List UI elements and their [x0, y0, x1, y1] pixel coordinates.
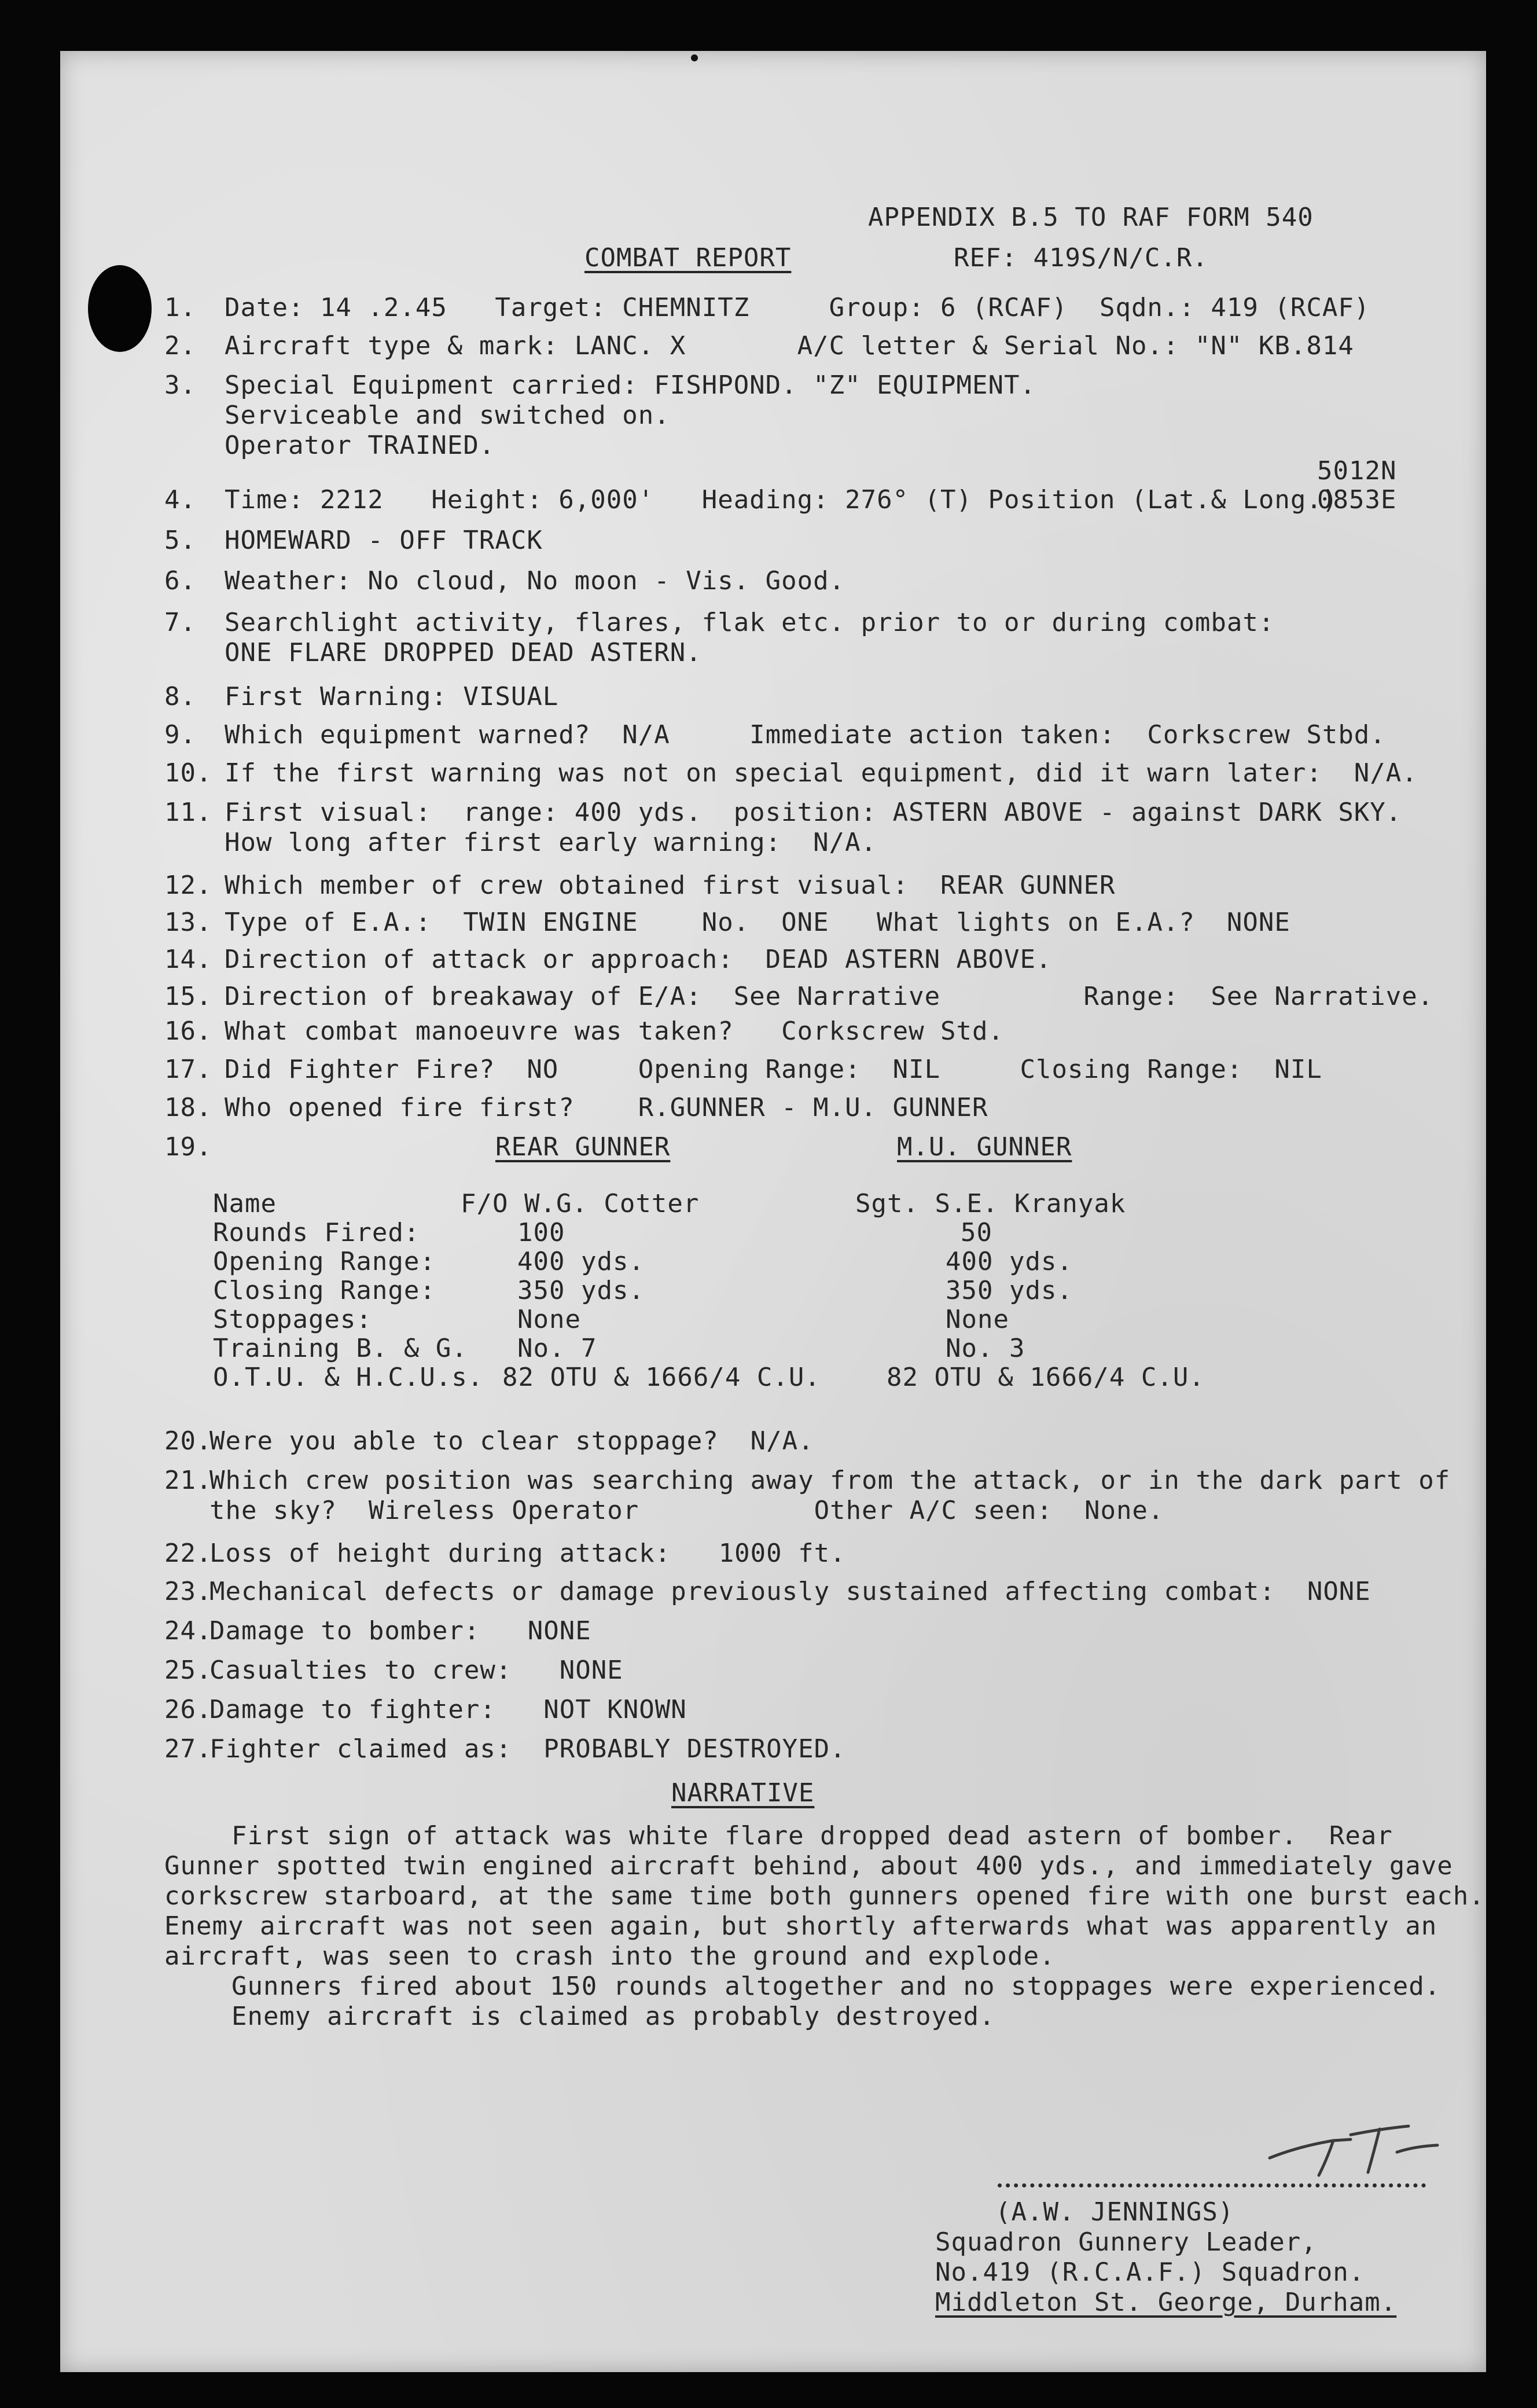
item-16-text: What combat manoeuvre was taken? Corkscrew Std. [225, 1016, 1005, 1046]
signatory-location: Middleton St. George, Durham. [935, 2288, 1397, 2317]
item-number: 24. [164, 1616, 212, 1646]
item-10-text: If the first warning was not on special equipment, did it warn later: N/A. [225, 758, 1418, 788]
item-number: 5. [164, 526, 196, 555]
gunner-row-label: Opening Range: [213, 1247, 436, 1276]
item-number: 8. [164, 682, 196, 711]
gunner-row-label: Rounds Fired: [213, 1218, 420, 1247]
item-number: 17. [164, 1055, 212, 1084]
mu-gunner-value: 400 yds. [946, 1247, 1073, 1276]
item-21-line: Which crew position was searching away from the attack, or in the dark part of [209, 1466, 1451, 1495]
item-18-text: Who opened fire first? R.GUNNER - M.U. GUNNER [225, 1093, 988, 1122]
item-number: 1. [164, 293, 196, 322]
item-number: 13. [164, 908, 212, 937]
item-8-text: First Warning: VISUAL [225, 682, 559, 711]
item-26-text: Damage to fighter: NOT KNOWN [209, 1695, 687, 1724]
mu-gunner-value: None [946, 1305, 1009, 1334]
rear-gunner-value: F/O W.G. Cotter [461, 1189, 700, 1218]
item-23-text: Mechanical defects or damage previously sustained affecting combat: NONE [209, 1577, 1371, 1606]
item-3-line: Special Equipment carried: FISHPOND. "Z" EQUIPMENT. [225, 370, 1036, 400]
item-24-text: Damage to bomber: NONE [209, 1616, 591, 1646]
rear-gunner-value: 100 [517, 1218, 565, 1247]
longitude: 0853E [1317, 485, 1397, 515]
narrative-line: Enemy aircraft was not seen again, but shortly afterwards what was apparently an [164, 1911, 1437, 1941]
rear-gunner-value: 82 OTU & 1666/4 C.U. [502, 1363, 821, 1392]
rear-gunner-value: None [517, 1305, 581, 1334]
item-2-text: Aircraft type & mark: LANC. X A/C letter & Serial No.: "N" KB.814 [225, 331, 1354, 361]
ink-dot [691, 54, 698, 61]
appendix-reference: APPENDIX B.5 TO RAF FORM 540 [868, 203, 1314, 232]
item-7-line: Searchlight activity, flares, flak etc. prior to or during combat: [225, 608, 1275, 637]
item-number: 23. [164, 1577, 212, 1606]
item-27-text: Fighter claimed as: PROBABLY DESTROYED. [209, 1734, 846, 1764]
rear-gunner-header: REAR GUNNER [495, 1132, 671, 1162]
item-number: 21. [164, 1466, 212, 1495]
report-ref: REF: 419S/N/C.R. [954, 243, 1208, 273]
signatory-title: Squadron Gunnery Leader, [935, 2227, 1317, 2257]
item-3-line: Serviceable and switched on. [225, 401, 670, 430]
item-number: 11. [164, 798, 212, 827]
item-number: 3. [164, 370, 196, 400]
item-5-text: HOMEWARD - OFF TRACK [225, 526, 543, 555]
item-13-text: Type of E.A.: TWIN ENGINE No. ONE What lights on E.A.? NONE [225, 908, 1290, 937]
item-number: 16. [164, 1016, 212, 1046]
signatory-unit: No.419 (R.C.A.F.) Squadron. [935, 2258, 1365, 2287]
handwritten-signature [1264, 2117, 1461, 2187]
item-number: 25. [164, 1656, 212, 1685]
item-4-text: Time: 2212 Height: 6,000' Heading: 276° (T) Position (Lat.& Long.) [225, 485, 1339, 515]
item-17-text: Did Fighter Fire? NO Opening Range: NIL Closing Range: NIL [225, 1055, 1322, 1084]
mu-gunner-value: 50 [961, 1218, 992, 1247]
gunner-row-label: Closing Range: [213, 1276, 436, 1305]
narrative-line: aircraft, was seen to crash into the ground and explode. [164, 1941, 1056, 1971]
item-25-text: Casualties to crew: NONE [209, 1656, 623, 1685]
item-number: 26. [164, 1695, 212, 1724]
rear-gunner-value: No. 7 [517, 1334, 597, 1363]
narrative-line: First sign of attack was white flare dropped dead astern of bomber. Rear [231, 1821, 1393, 1851]
item-number: 9. [164, 720, 196, 750]
item-11-line: How long after first early warning: N/A. [225, 828, 877, 857]
item-15-text: Direction of breakaway of E/A: See Narrative Range: See Narrative. [225, 982, 1434, 1011]
item-3-line: Operator TRAINED. [225, 431, 495, 460]
gunner-row-label: Stoppages: [213, 1305, 372, 1334]
item-11-line: First visual: range: 400 yds. position: ASTERN ABOVE - against DARK SKY. [225, 798, 1402, 827]
report-page [60, 51, 1486, 2372]
signatory-name: (A.W. JENNINGS) [995, 2197, 1234, 2227]
item-12-text: Which member of crew obtained first visual: REAR GUNNER [225, 871, 1116, 900]
narrative-line: corkscrew starboard, at the same time both gunners opened fire with one burst each. [164, 1881, 1485, 1911]
mu-gunner-value: Sgt. S.E. Kranyak [855, 1189, 1126, 1218]
item-21-line: the sky? Wireless Operator Other A/C seen: None. [209, 1496, 1164, 1525]
item-14-text: Direction of attack or approach: DEAD ASTERN ABOVE. [225, 945, 1052, 974]
narrative-line: Gunner spotted twin engined aircraft behind, about 400 yds., and immediately gave [164, 1851, 1453, 1881]
item-number: 4. [164, 485, 196, 515]
gunner-row-label: O.T.U. & H.C.U.s. [213, 1363, 484, 1392]
gunner-row-label: Name [213, 1189, 277, 1218]
latitude: 5012N [1317, 456, 1397, 486]
item-20-text: Were you able to clear stoppage? N/A. [209, 1426, 814, 1456]
item-number: 14. [164, 945, 212, 974]
rear-gunner-value: 350 yds. [517, 1276, 645, 1305]
mu-gunner-header: M.U. GUNNER [897, 1132, 1072, 1162]
item-9-text: Which equipment warned? N/A Immediate action taken: Corkscrew Stbd. [225, 720, 1386, 750]
item-number: 7. [164, 608, 196, 637]
item-number: 6. [164, 566, 196, 596]
report-title: COMBAT REPORT [584, 243, 792, 273]
item-6-text: Weather: No cloud, No moon - Vis. Good. [225, 566, 845, 596]
item-1-text: Date: 14 .2.45 Target: CHEMNITZ Group: 6 (RCAF) Sqdn.: 419 (RCAF) [225, 293, 1370, 322]
item-number: 18. [164, 1093, 212, 1122]
item-number: 22. [164, 1539, 212, 1568]
item-number: 19. [164, 1132, 212, 1162]
item-7-line: ONE FLARE DROPPED DEAD ASTERN. [225, 638, 702, 667]
item-number: 27. [164, 1734, 212, 1764]
item-number: 15. [164, 982, 212, 1011]
mu-gunner-value: 82 OTU & 1666/4 C.U. [887, 1363, 1205, 1392]
rear-gunner-value: 400 yds. [517, 1247, 645, 1276]
item-number: 12. [164, 871, 212, 900]
item-22-text: Loss of height during attack: 1000 ft. [209, 1539, 846, 1568]
narrative-line: Enemy aircraft is claimed as probably destroyed. [231, 2002, 995, 2031]
mu-gunner-value: No. 3 [946, 1334, 1025, 1363]
mu-gunner-value: 350 yds. [946, 1276, 1073, 1305]
narrative-line: Gunners fired about 150 rounds altogether and no stoppages were experienced. [231, 1972, 1441, 2001]
item-number: 20. [164, 1426, 212, 1456]
narrative-heading: NARRATIVE [671, 1778, 815, 1808]
item-number: 10. [164, 758, 212, 788]
punch-hole [88, 265, 152, 352]
item-number: 2. [164, 331, 196, 361]
gunner-row-label: Training B. & G. [213, 1334, 468, 1363]
signature-line [998, 2183, 1426, 2187]
